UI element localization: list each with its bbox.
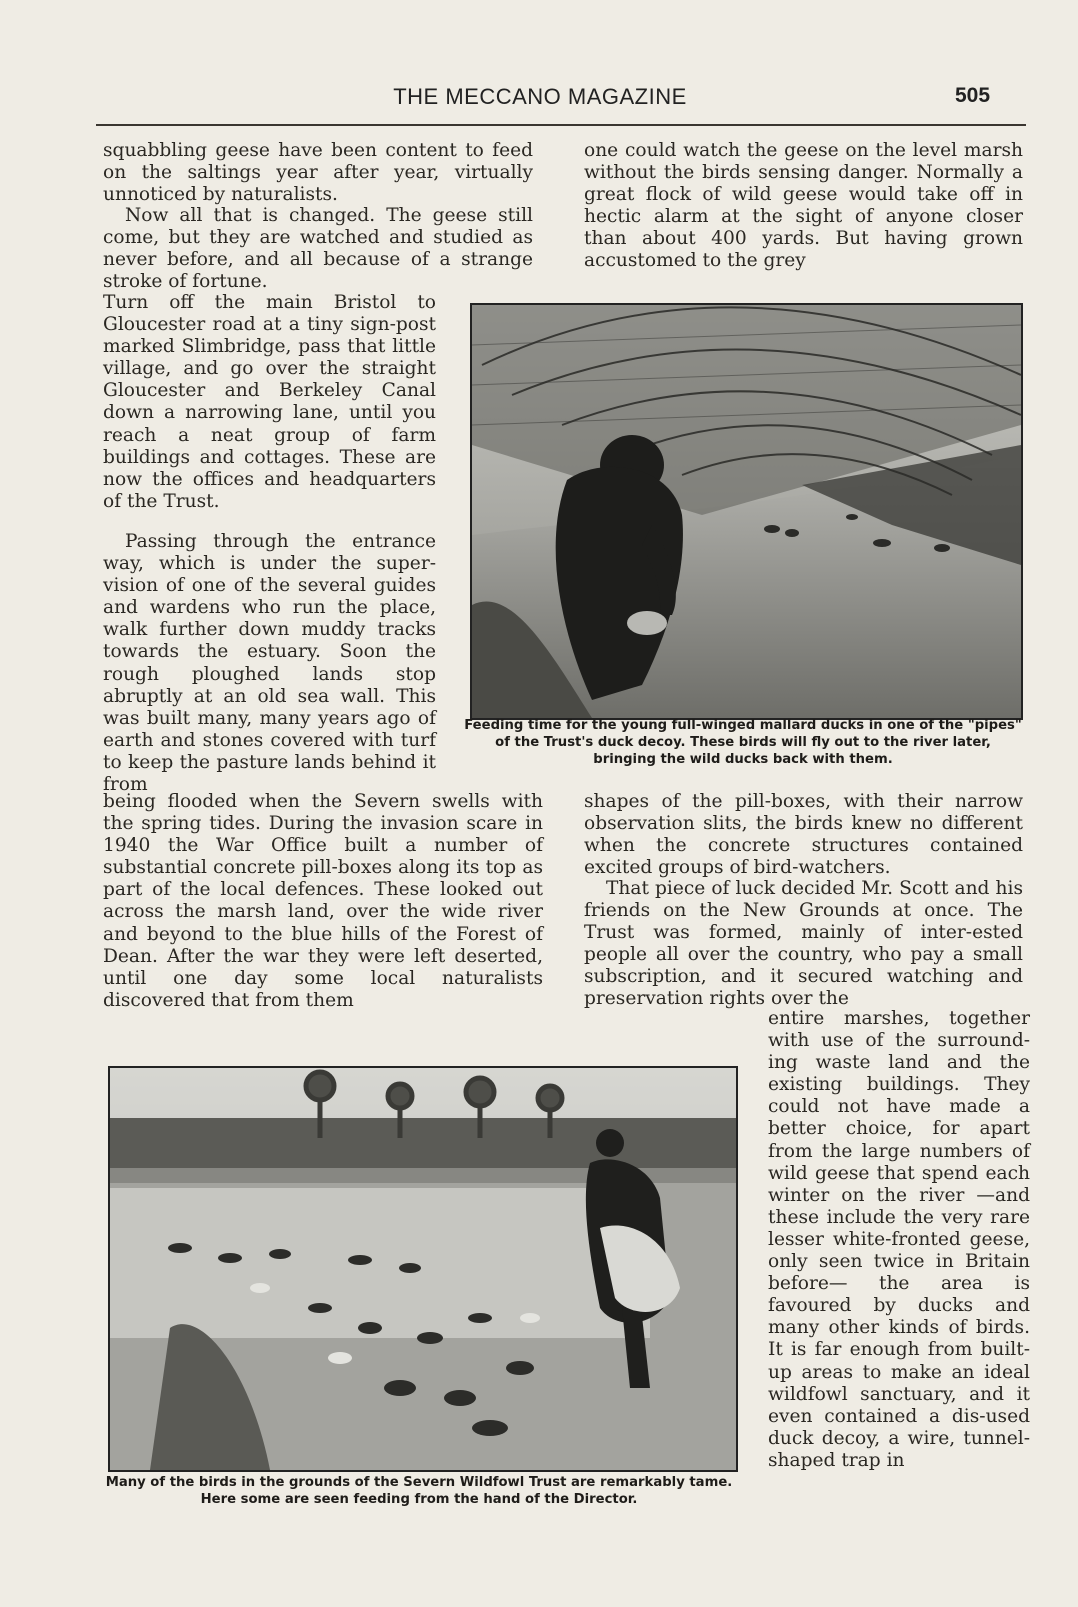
page-number: 505 — [955, 84, 991, 107]
left-paragraph-4: Passing through the entrance way, which is under the super-vision of one of the several guides and wardens who run the place, walk further down muddy tracks towards the estuary. Soon the rough ploughed lands stop abruptly at an old sea wall. This was built many, many years ago of earth and stones covered with turf to keep the pasture lands behind it from — [103, 531, 436, 796]
top-photo-caption: Feeding time for the young full-winged mallard ducks in one of the "pipes" of the Trust's duck decoy. These birds will fly out to the river later, bringing the wild ducks back with them. — [464, 718, 1022, 767]
right-paragraph-3: That piece of luck decided Mr. Scott and his friends on the New Grounds at once. The Trust was formed, mainly of inter-ested people all over the country, who pay a small subscription, and it secured watching and preservation rights over the — [584, 878, 1023, 1010]
duck-decoy-photo — [470, 303, 1023, 720]
header-rule — [96, 124, 1026, 126]
left-paragraph-5: being flooded when the Severn swells with the spring tides. During the invasion scare in 1940 the War Office built a number of substantial concrete pill-boxes along its top as part of the local defences. These looked out across the marsh land, over the wide river and beyond to the blue hills of the Forest of Dean. After the war they were left deserted, until one day some local naturalists discovered that from them — [103, 791, 543, 1011]
right-paragraph-2: shapes of the pill-boxes, with their narrow observation slits, the birds knew no different when the concrete structures contained excited groups of bird-watchers. — [584, 791, 1023, 879]
magazine-title: THE MECCANO MAGAZINE — [393, 84, 687, 109]
birds-feeding-photo — [108, 1066, 738, 1472]
right-paragraph-4: entire marshes, together with use of the surround-ing waste land and the existing buildings. They could not have made a better choice, for apart from the large numbers of wild geese that spend each winter on the river —and these include the very rare lesser white-fronted geese, only seen twice in Britain before— the area is favoured by ducks and many other kinds of birds. It is far enough from built-up areas to make an ideal wildfowl sanctuary, and it even contained a dis-used duck decoy, a wire, tunnel-shaped trap in — [768, 1008, 1030, 1471]
duck-decoy-illustration — [472, 305, 1021, 718]
left-paragraph-3: Turn off the main Bristol to Gloucester road at a tiny sign-post marked Slimbridge, pass that little village, and go over the straight Gloucester and Berkeley Canal down a narrowing lane, until you reach a neat group of farm buildings and cottages. These are now the offices and headquarters of the Trust. — [103, 292, 436, 512]
left-paragraph-2: Now all that is changed. The geese still come, but they are watched and studied as never before, and all because of a strange stroke of fortune. — [103, 205, 533, 293]
right-paragraph-1: one could watch the geese on the level marsh without the birds sensing danger. Normally a great flock of wild geese would take off in hectic alarm at the sight of anyone closer than about 400 yards. But having grown accustomed to the grey — [584, 140, 1023, 272]
birds-feeding-illustration — [110, 1068, 736, 1470]
bottom-photo-caption: Many of the birds in the grounds of the Severn Wildfowl Trust are remarkably tame. Here some are seen feeding from the hand of the Director. — [105, 1475, 733, 1507]
left-paragraph-1: squabbling geese have been content to feed on the saltings year after year, virtually unnoticed by naturalists. — [103, 140, 533, 206]
